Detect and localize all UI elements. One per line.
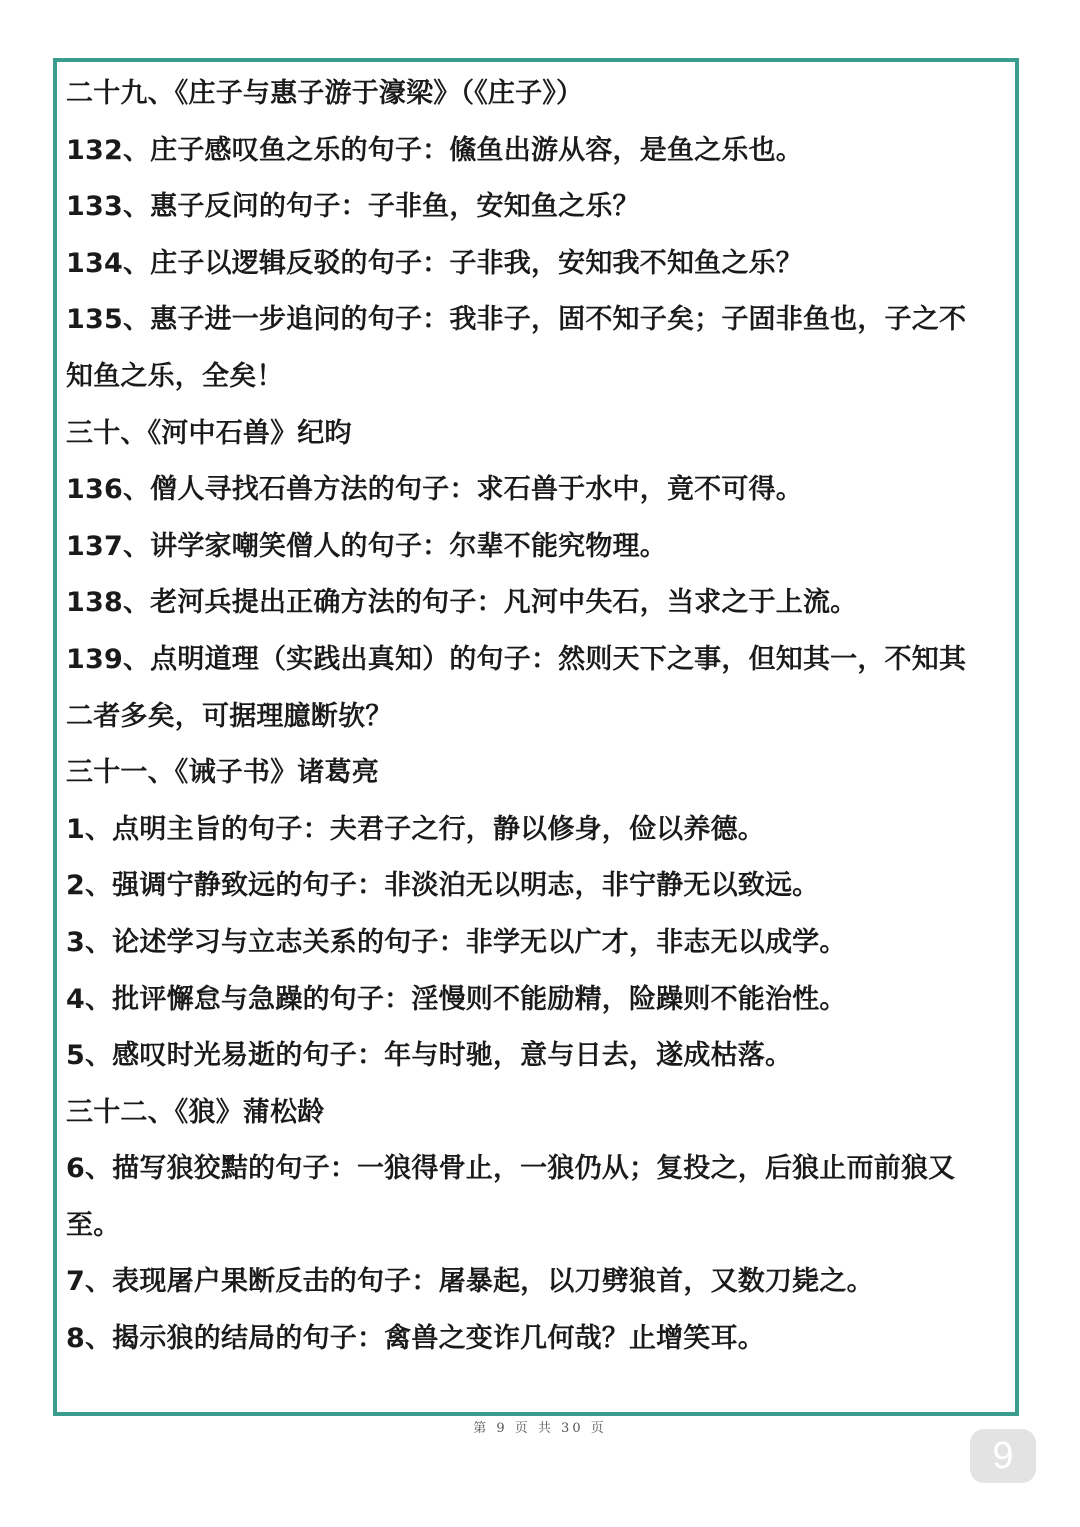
line-133: 133、惠子反问的句子：子非鱼，安知鱼之乐？ [66,191,640,223]
line-6-continued: 至。 [66,1209,121,1241]
line-4: 4、批评懈怠与急躁的句子：淫慢则不能励精，险躁则不能治性。 [66,983,847,1015]
line-7: 7、表现屠户果断反击的句子：屠暴起，以刀劈狼首，又数刀毙之。 [66,1266,874,1298]
line-135-continued: 知鱼之乐，全矣！ [66,360,284,392]
line-2: 2、强调宁静致远的句子：非淡泊无以明志，非宁静无以致远。 [66,870,820,902]
line-139-continued: 二者多矣，可据理臆断欤？ [66,700,393,732]
line-8: 8、揭示狼的结局的句子：禽兽之变诈几何哉？止增笑耳。 [66,1323,765,1355]
line-137: 137、讲学家嘲笑僧人的句子：尔辈不能究物理。 [66,530,667,562]
line-139: 139、点明道理（实践出真知）的句子：然则天下之事，但知其一，不知其 [66,643,967,675]
section-heading-29: 二十九、《庄子与惠子游于濠梁》（《庄子》） [66,78,584,109]
line-138: 138、老河兵提出正确方法的句子：凡河中失石，当求之于上流。 [66,587,858,619]
line-3: 3、论述学习与立志关系的句子：非学无以广才，非志无以成学。 [66,926,847,958]
section-heading-32: 三十二、《狼》蒲松龄 [66,1096,325,1128]
line-134: 134、庄子以逻辑反驳的句子：子非我，安知我不知鱼之乐？ [66,247,803,279]
line-135: 135、惠子进一步追问的句子：我非子，固不知子矣；子固非鱼也，子之不 [66,304,967,336]
line-136: 136、僧人寻找石兽方法的句子：求石兽于水中，竟不可得。 [66,474,803,506]
page-footer: 第 9 页 共 30 页 [473,1421,607,1436]
page-number-badge: 9 [970,1429,1036,1483]
section-heading-30: 三十、《河中石兽》纪昀 [66,417,352,449]
document-body [66,66,1022,1368]
section-heading-31: 三十一、《诫子书》诸葛亮 [66,757,379,789]
line-5: 5、感叹时光易逝的句子：年与时驰，意与日去，遂成枯落。 [66,1040,793,1072]
line-132: 132、庄子感叹鱼之乐的句子：鯈鱼出游从容，是鱼之乐也。 [66,134,803,166]
line-1: 1、点明主旨的句子：夫君子之行，静以修身，俭以养德。 [66,813,765,845]
line-6: 6、描写狼狡黠的句子：一狼得骨止，一狼仍从；复投之，后狼止而前狼又 [66,1153,956,1185]
